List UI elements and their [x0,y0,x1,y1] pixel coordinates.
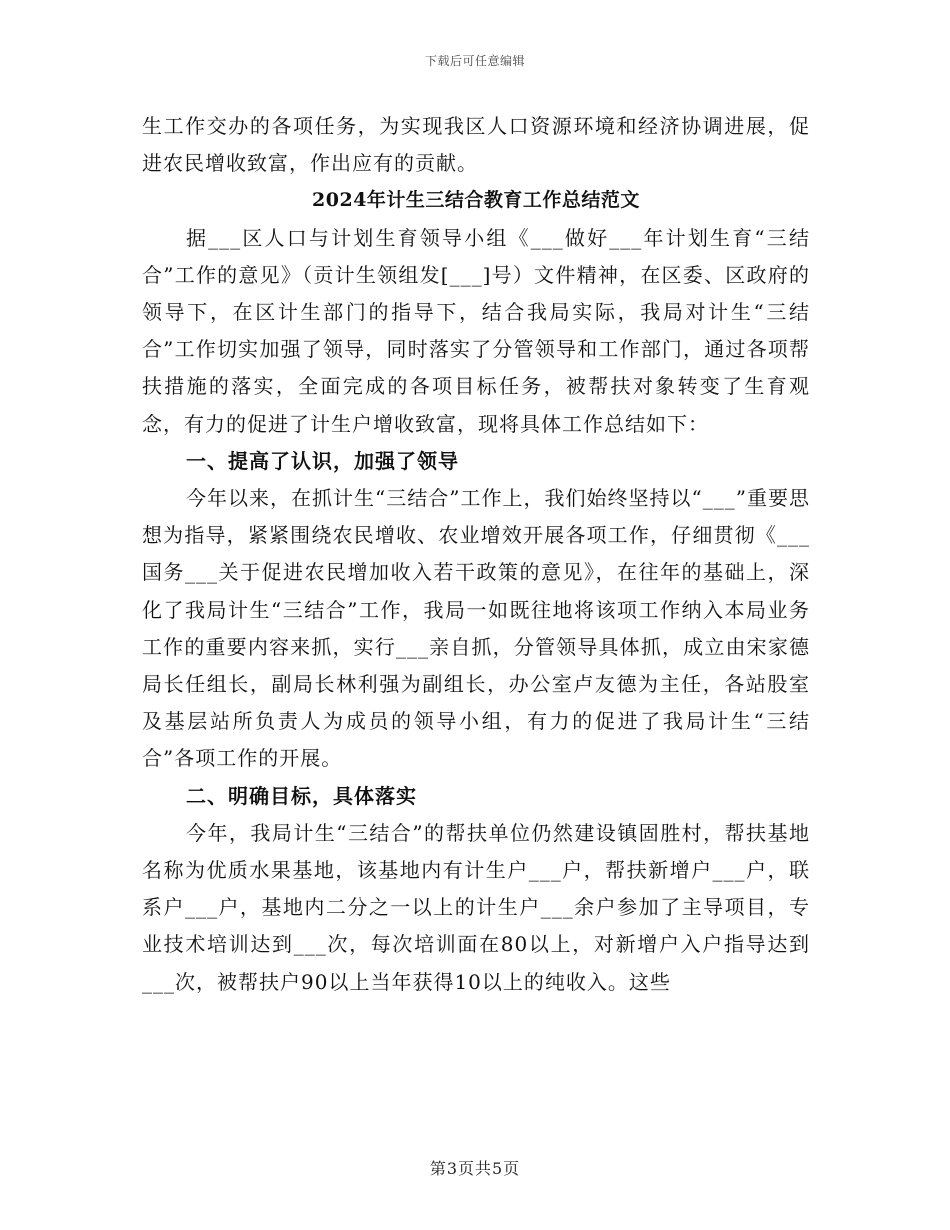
document-body [142,108,810,1001]
intro-paragraph: 据___区人口与计划生育领导小组《___做好___年计划生育“三结合”工作的意见》（贡计生领组发[___]号）文件精神，在区委、区政府的领导下，在区计生部门的指导下，结合我局实际，我局对计生“三结合”工作切实加强了领导，同时落实了分管领导和工作部门，通过各项帮扶措施的落实，全面完成的各项目标任务，被帮扶对象转变了生育观念，有力的促进了计生户增收致富，现将具体工作总结如下： [142,225,810,436]
continuation-paragraph: 生工作交办的各项任务，为实现我区人口资源环境和经济协调进展，促进农民增收致富，作出应有的贡献。 [142,114,810,176]
section-paragraph-2: 今年，我局计生“三结合”的帮扶单位仍然建设镇固胜村，帮扶基地名称为优质水果基地，该基地内有计生户___户，帮扶新增户___户，联系户___户，基地内二分之一以上的计生户___余户参加了主导项目，专业技术培训达到___次，每次培训面在80以上，对新增户入户指导达到___次，被帮扶户90以上当年获得10以上的纯收入。这些 [142,820,810,994]
page-header: 下载后可任意编辑 [424,54,525,68]
document-title: 2024年计生三结合教育工作总结范文 [312,189,640,212]
section-paragraph-1: 今年以来，在抓计生“三结合”工作上，我们始终坚持以“___”重要思想为指导，紧紧围绕农民增收、农业增效开展各项工作，仔细贯彻《___国务___关于促进农民增加收入若干政策的意见》，在往年的基础上，深化了我局计生“三结合”工作，我局一如既往地将该项工作纳入本局业务工作的重要内容来抓，实行___亲自抓，分管领导具体抓，成立由宋家德局长任组长，副局长林利强为副组长，办公室卢友德为主任，各站股室及基层站所负责人为成员的领导小组，有力的促进了我局计生“三结合”各项工作的开展。 [142,486,810,771]
section-heading-1: 一、提高了认识，加强了领导 [186,448,459,473]
page-number: 第3页共5页 [429,1159,521,1178]
section-heading-2: 二、明确目标，具体落实 [186,783,417,808]
